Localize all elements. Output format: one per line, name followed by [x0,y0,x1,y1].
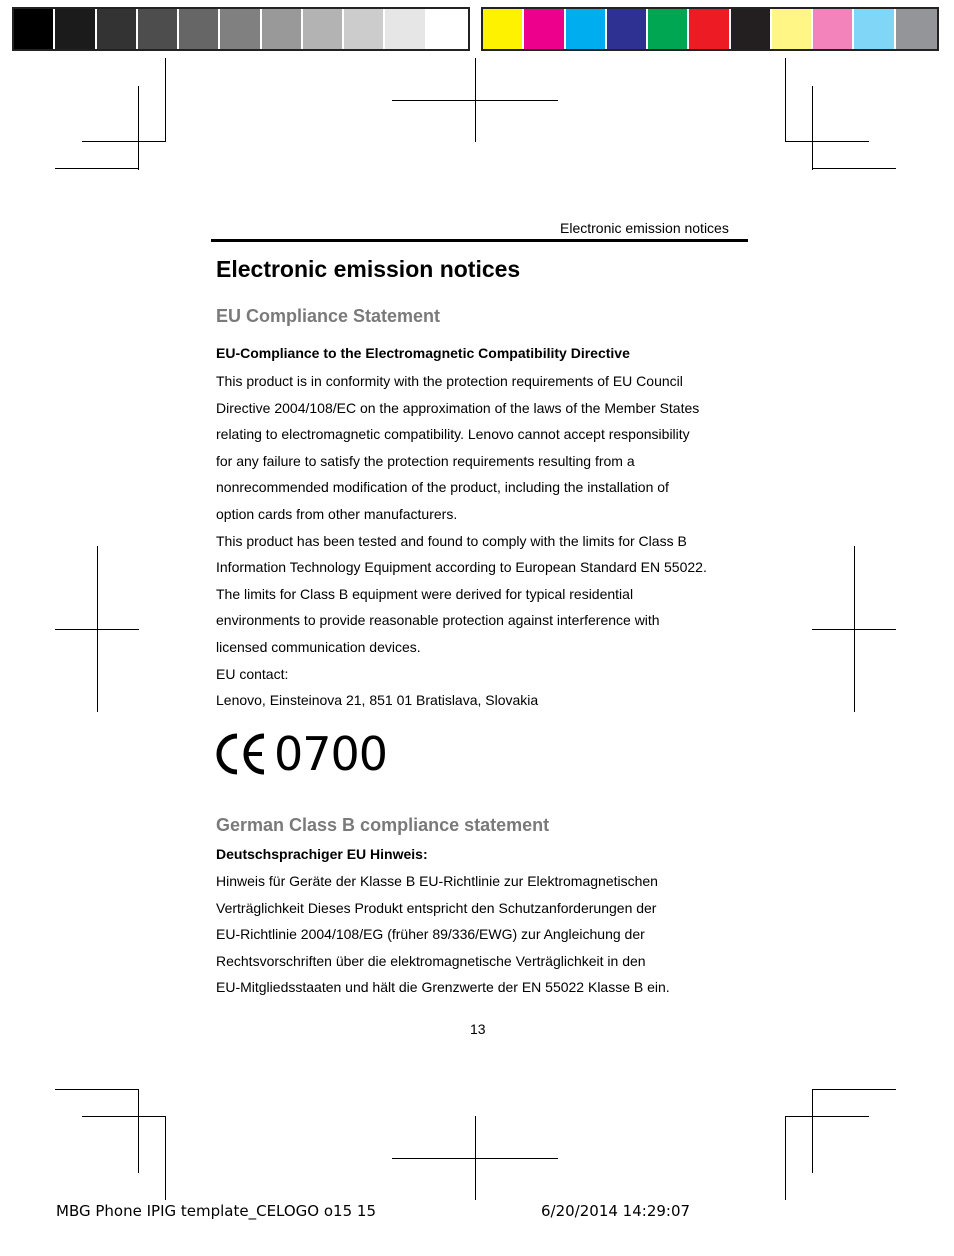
german-body-line: Verträglichkeit Dieses Produkt entspricht den Schutzanforderungen der [216,899,657,916]
color-swatch [648,9,689,49]
eu-body-line: Lenovo, Einsteinova 21, 851 01 Bratislava, Slovakia [216,692,539,709]
eu-body-line: This product is in conformity with the protection requirements of EU Council [216,373,683,389]
german-body-line: Rechtsvorschriften über die elektromagnetische Verträglichkeit in den [216,952,646,969]
eu-body [216,368,756,714]
eu-section-heading: EU Compliance Statement [216,306,441,326]
slug-file: MBG Phone IPIG template_CELOGO o15 15 [56,1202,376,1220]
color-swatch [813,9,854,49]
gray-swatch [55,9,96,49]
color-swatch [689,9,730,49]
german-body-line: EU-Mitgliedsstaaten und hält die Grenzwerte der EN 55022 Klasse B ein. [216,979,670,996]
gray-swatch [262,9,303,49]
gray-swatch [138,9,179,49]
ce-mark [212,727,387,781]
color-swatch [607,9,648,49]
eu-body-line: The limits for Class B equipment were derived for typical residential [216,585,634,602]
eu-body-line: EU contact: [216,665,289,682]
eu-body-line: environments to provide reasonable protection against interference with [216,612,660,629]
german-section-heading: German Class B compliance statement [216,815,550,835]
color-swatch [772,9,813,49]
gray-swatch [385,9,426,49]
slug-datetime: 6/20/2014 14:29:07 [541,1202,691,1220]
eu-body-line: relating to electromagnetic compatibility. Lenovo cannot accept responsibility [216,426,690,443]
header-rule [211,239,748,242]
eu-body-line: Information Technology Equipment according to European Standard EN 55022. [216,559,707,576]
eu-body-line: nonrecommended modification of the product, including the installation of [216,479,669,496]
notified-body-number: 0700 [274,727,388,781]
gray-swatch [14,9,55,49]
gray-swatch [427,9,468,49]
german-body-line: EU-Richtlinie 2004/108/EG (früher 89/336/EWG) zur Angleichung der [216,926,645,943]
eu-body-line: for any failure to satisfy the protection requirements resulting from a [216,452,635,469]
color-swatch [524,9,565,49]
eu-body-line: option cards from other manufacturers. [216,505,458,522]
color-swatch [566,9,607,49]
gray-swatch [220,9,261,49]
grayscale-bar [12,7,470,51]
german-body [216,868,756,1001]
gray-swatch [179,9,220,49]
color-bar [481,7,939,51]
ce-logo-icon [212,732,270,776]
gray-swatch [97,9,138,49]
color-swatch [896,9,937,49]
color-swatch [731,9,772,49]
gray-swatch [344,9,385,49]
german-body-line: Hinweis für Geräte der Klasse B EU-Richtlinie zur Elektromagnetischen [216,873,658,889]
color-swatch [483,9,524,49]
gray-swatch [303,9,344,49]
eu-body-line: This product has been tested and found to comply with the limits for Class B [216,532,687,549]
page-title: Electronic emission notices [216,256,521,282]
page-number: 13 [470,1021,486,1037]
running-header: Electronic emission notices [560,220,729,236]
eu-body-line: Directive 2004/108/EC on the approximation of the laws of the Member States [216,399,700,416]
eu-subheading: EU-Compliance to the Electromagnetic Compatibility Directive [216,345,630,361]
german-subheading: Deutschsprachiger EU Hinweis: [216,846,428,862]
eu-body-line: licensed communication devices. [216,638,421,655]
color-swatch [854,9,895,49]
